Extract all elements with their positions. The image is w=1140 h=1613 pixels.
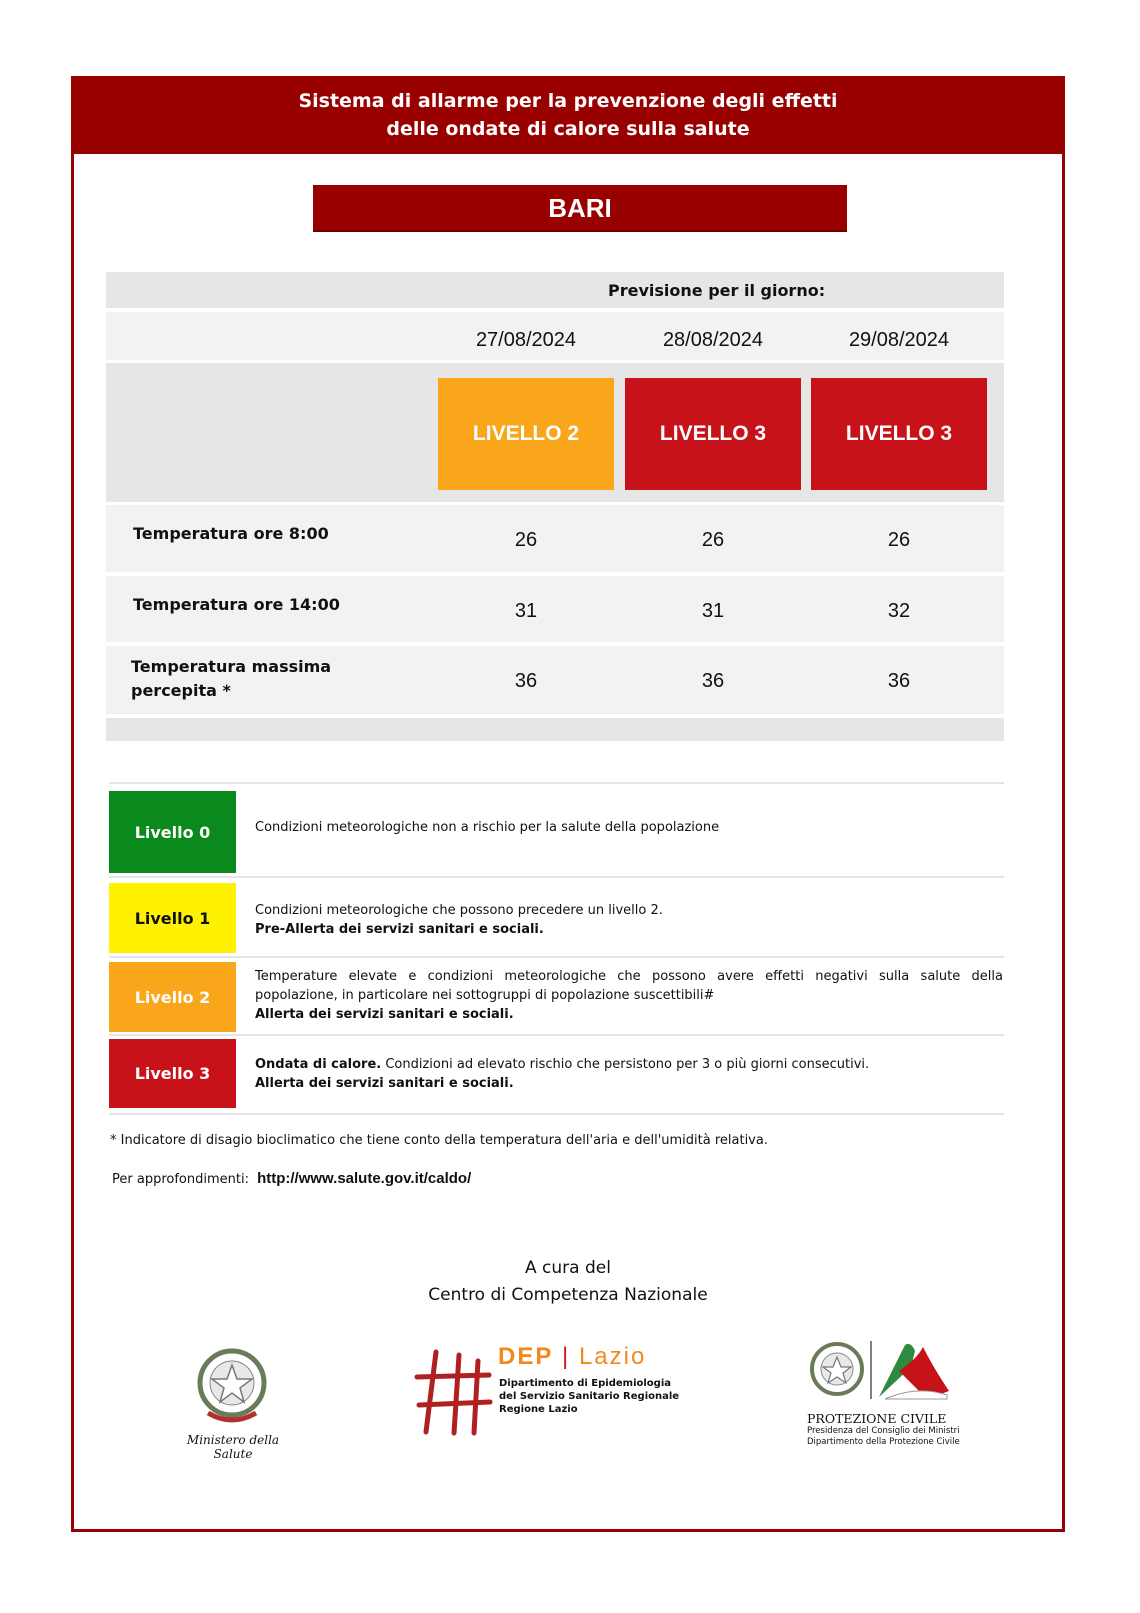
temp-perceived-row xyxy=(106,646,1004,714)
temp-perceived-day-3: 36 xyxy=(887,670,911,692)
dep-lazio-logo xyxy=(414,1343,694,1449)
dep-subtitle: Dipartimento di Epidemiologia del Servizio Sanitario Regionale Regione Lazio xyxy=(499,1378,680,1415)
temp-perceived-day-2: 36 xyxy=(701,670,725,692)
legend-level-0-badge: Livello 0 xyxy=(109,791,236,873)
protezione-title: PROTEZIONE CIVILE xyxy=(807,1411,947,1426)
legend-divider xyxy=(109,956,1004,958)
temp-8-day-2: 26 xyxy=(701,529,725,551)
level-badge-day-1: LIVELLO 2 xyxy=(438,378,614,490)
date-day-2: 28/08/2024 xyxy=(662,329,764,351)
credits-line1: A cura del xyxy=(525,1258,611,1278)
dates-row xyxy=(106,312,1004,360)
legend-level-2-text: Temperature elevate e condizioni meteorologiche che possono avere effetti negativi sulla salute della popolazione, in particolare nei sottogruppi di popolazione suscettibili# Allerta dei servizi sanitari e sociali. xyxy=(255,969,1003,1022)
temp-14-row xyxy=(106,576,1004,642)
ministero-salute-logo xyxy=(168,1341,298,1461)
protezione-civile-emblem-icon xyxy=(807,1337,957,1407)
temp-14-day-3: 32 xyxy=(887,600,911,622)
legend-level-2-badge: Livello 2 xyxy=(109,962,236,1032)
forecast-title-row xyxy=(106,272,1004,308)
table-footer-row xyxy=(106,718,1004,741)
temp-8-day-3: 26 xyxy=(887,529,911,551)
protezione-subtitle: Presidenza del Consiglio dei Ministri Dipartimento della Protezione Civile xyxy=(807,1426,960,1447)
italian-emblem-icon xyxy=(168,1341,298,1429)
levels-row xyxy=(106,363,1004,502)
protezione-civile-logo xyxy=(807,1337,967,1449)
legend-divider xyxy=(109,782,1004,784)
header-title-line2: delle ondate di calore sulla salute xyxy=(386,118,750,140)
level-badge-day-3: LIVELLO 3 xyxy=(811,378,987,490)
date-day-3: 29/08/2024 xyxy=(848,329,950,351)
bulletin-header xyxy=(74,79,1062,154)
credits-line2: Centro di Competenza Nazionale xyxy=(428,1285,708,1305)
date-day-1: 27/08/2024 xyxy=(475,329,577,351)
legend-divider xyxy=(109,1034,1004,1036)
legend-divider xyxy=(109,1113,1004,1115)
legend-divider xyxy=(109,876,1004,878)
temp-perceived-label: Temperatura massima percepita * xyxy=(131,657,332,700)
bulletin-frame xyxy=(71,76,1065,1532)
legend-level-3-badge: Livello 3 xyxy=(109,1039,236,1108)
legend-level-3-text: Ondata di calore. Condizioni ad elevato rischio che persistono per 3 o più giorni consecutivi. Allerta dei servizi sanitari e sociali. xyxy=(255,1057,870,1091)
temp-14-label: Temperatura ore 14:00 xyxy=(133,595,340,614)
footnote: * Indicatore di disagio bioclimatico che tiene conto della temperatura dell'aria e dell'umidità relativa. xyxy=(110,1133,768,1148)
temp-8-day-1: 26 xyxy=(514,529,538,551)
temp-perceived-day-1: 36 xyxy=(514,670,538,692)
more-info-label: Per approfondimenti: xyxy=(112,1172,249,1187)
dep-brand: DEP | Lazio xyxy=(498,1343,647,1370)
forecast-title: Previsione per il giorno: xyxy=(608,281,826,300)
ministero-label: Ministero della Salute xyxy=(186,1433,280,1461)
temp-14-day-1: 31 xyxy=(514,600,538,622)
header-title-line1: Sistema di allarme per la prevenzione degli effetti xyxy=(298,90,838,112)
dep-lazio-emblem-icon xyxy=(414,1347,494,1437)
more-info-link[interactable]: http://www.salute.gov.it/caldo/ xyxy=(257,1170,472,1187)
temp-14-day-2: 31 xyxy=(701,600,725,622)
temp-8-row xyxy=(106,505,1004,572)
temp-8-label: Temperatura ore 8:00 xyxy=(133,524,329,543)
legend-level-1-text: Condizioni meteorologiche che possono precedere un livello 2. Pre-Allerta dei servizi sanitari e sociali. xyxy=(255,903,663,937)
legend-level-0-text: Condizioni meteorologiche non a rischio per la salute della popolazione xyxy=(255,820,720,835)
legend-level-1-badge: Livello 1 xyxy=(109,883,236,953)
more-info xyxy=(112,1168,471,1187)
city-name: BARI xyxy=(313,185,847,232)
credits xyxy=(74,1255,1062,1309)
level-badge-day-2: LIVELLO 3 xyxy=(625,378,801,490)
